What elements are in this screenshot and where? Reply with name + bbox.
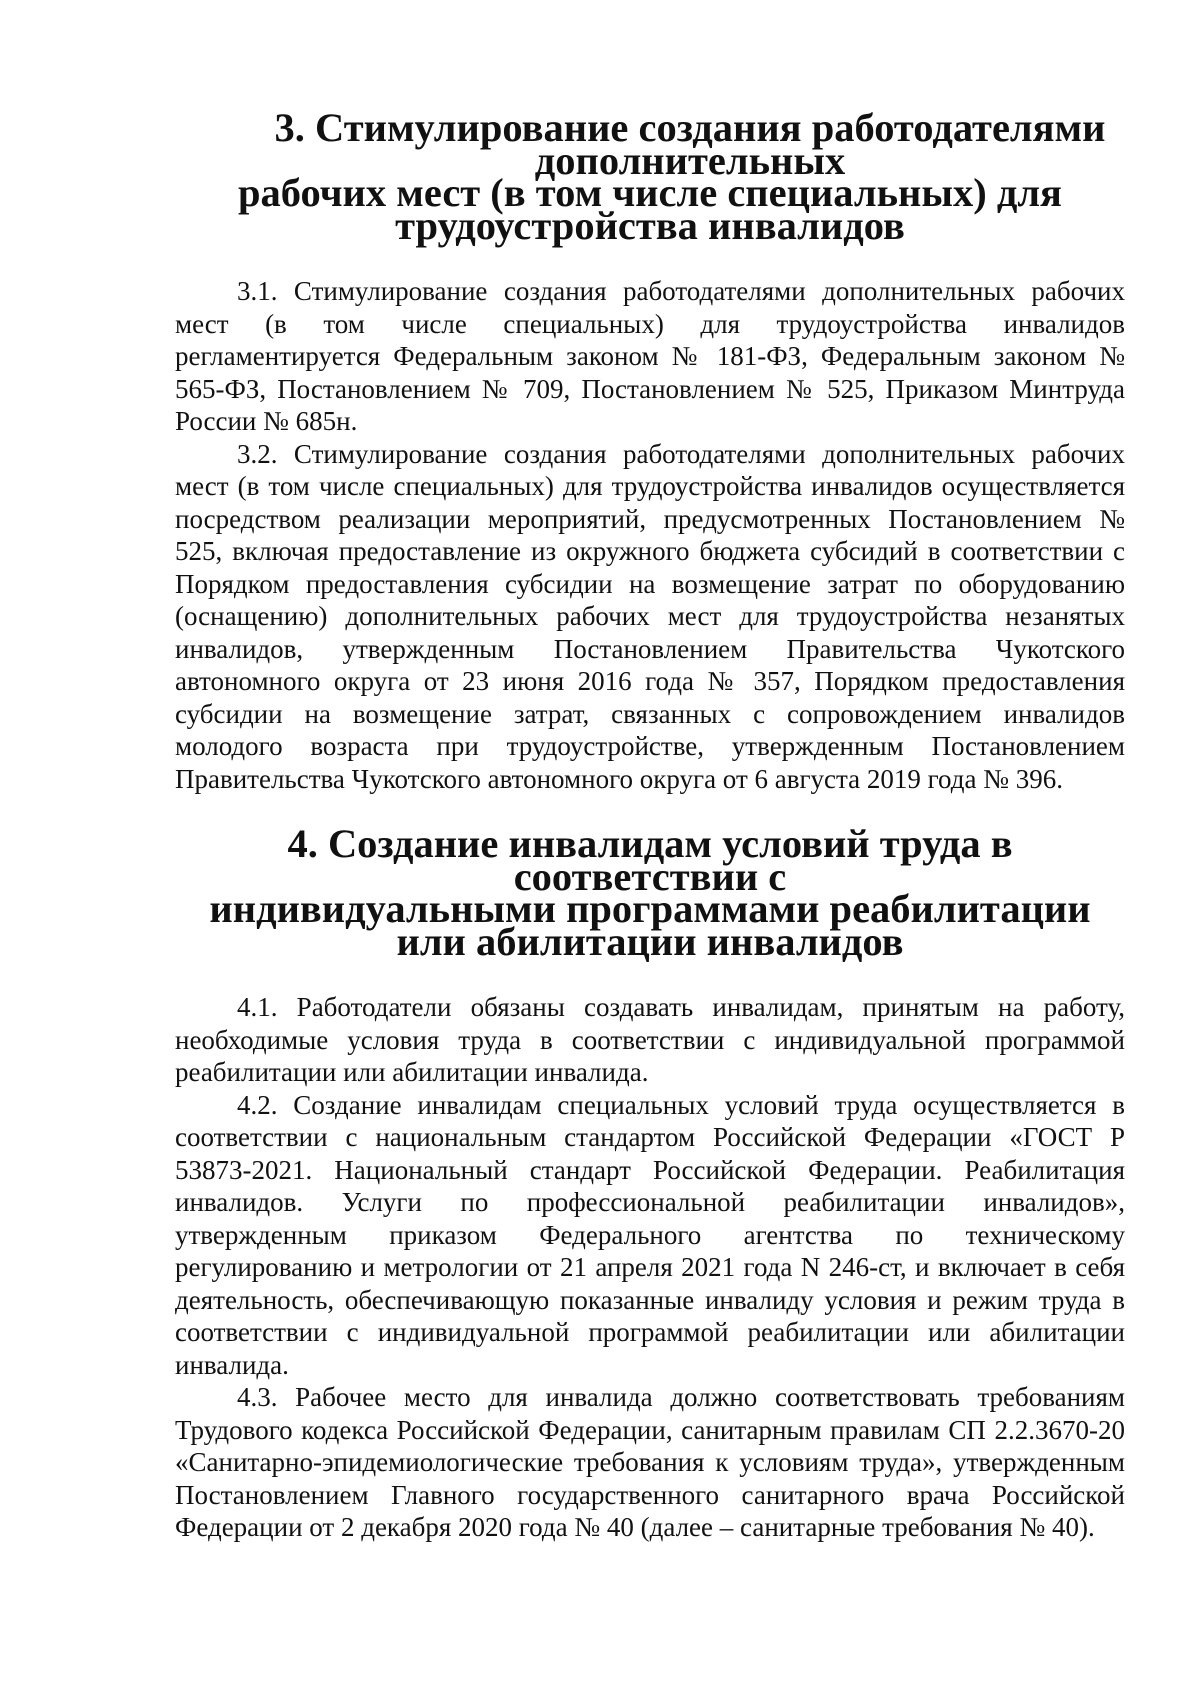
section-3-heading	[175, 105, 1125, 248]
paragraph-4-2: 4.2. Создание инвалидам специальных условий труда осуществляется в соответствии с национальным стандартом Российской Федерации «ГОСТ Р 53873-2021. Национальный стандарт Российской Федерации. Реабилитация инвалидов. Услуги по профессиональной реабилитации инвалидов», утвержденным приказом Федерального агентства по техническому регулированию и метрологии от 21 апреля 2021 года N 246-ст, и включает в себя деятельность, обеспечивающую показанные инвалиду условия и режим труда в соответствии с индивидуальной программой реабилитации или абилитации инвалида.	[175, 1089, 1125, 1380]
section-4-heading-line-3: или абилитации инвалидов	[396, 918, 904, 964]
section-4-heading-line-1: 4. Создание инвалидам условий труда в соответствии с	[287, 821, 1013, 899]
section-4-heading	[175, 821, 1125, 964]
paragraph-3-1: 3.1. Стимулирование создания работодателями дополнительных рабочих мест (в том числе специальных) для трудоустройства инвалидов регламентируется Федеральным законом № 181-ФЗ, Федеральным законом № 565-ФЗ, Постановлением № 709, Постановлением № 525, Приказом Минтруда России № 685н.	[175, 276, 1125, 436]
paragraph-3-2: 3.2. Стимулирование создания работодателями дополнительных рабочих мест (в том числе специальных) для трудоустройства инвалидов осуществляется посредством реализации мероприятий, предусмотренных Постановлением № 525, включая предоставление из окружного бюджета субсидий в соответствии с Порядком предоставления субсидии на возмещение затрат по оборудованию (оснащению) дополнительных рабочих мест для трудоустройства незанятых инвалидов, утвержденным Постановлением Правительства Чукотского автономного округа от 23 июня 2016 года № 357, Порядком предоставления субсидии на возмещение затрат, связанных с сопровождением инвалидов молодого возраста при трудоустройстве, утвержденным Постановлением Правительства Чукотского автономного округа от 6 августа 2019 года № 396.	[175, 438, 1125, 794]
document-page	[175, 105, 1125, 1544]
paragraph-4-3: 4.3. Рабочее место для инвалида должно соответствовать требованиям Трудового кодекса Российской Федерации, санитарным правилам СП 2.2.3670-20 «Санитарно-эпидемиологические требования к условиям труда», утвержденным Постановлением Главного государственного санитарного врача Российской Федерации от 2 декабря 2020 года № 40 (далее – санитарные требования № 40).	[175, 1382, 1125, 1542]
paragraph-4-1: 4.1. Работодатели обязаны создавать инвалидам, принятым на работу, необходимые условия труда в соответствии с индивидуальной программой реабилитации или абилитации инвалида.	[175, 992, 1125, 1087]
section-4-heading-line-2: индивидуальными программами реабилитации	[209, 886, 1091, 931]
section-3-heading-line-1: 3. Стимулирование создания работодателями дополнительных	[274, 105, 1106, 183]
section-3-heading-line-2: рабочих мест (в том числе специальных) для трудоустройства инвалидов	[238, 170, 1062, 248]
